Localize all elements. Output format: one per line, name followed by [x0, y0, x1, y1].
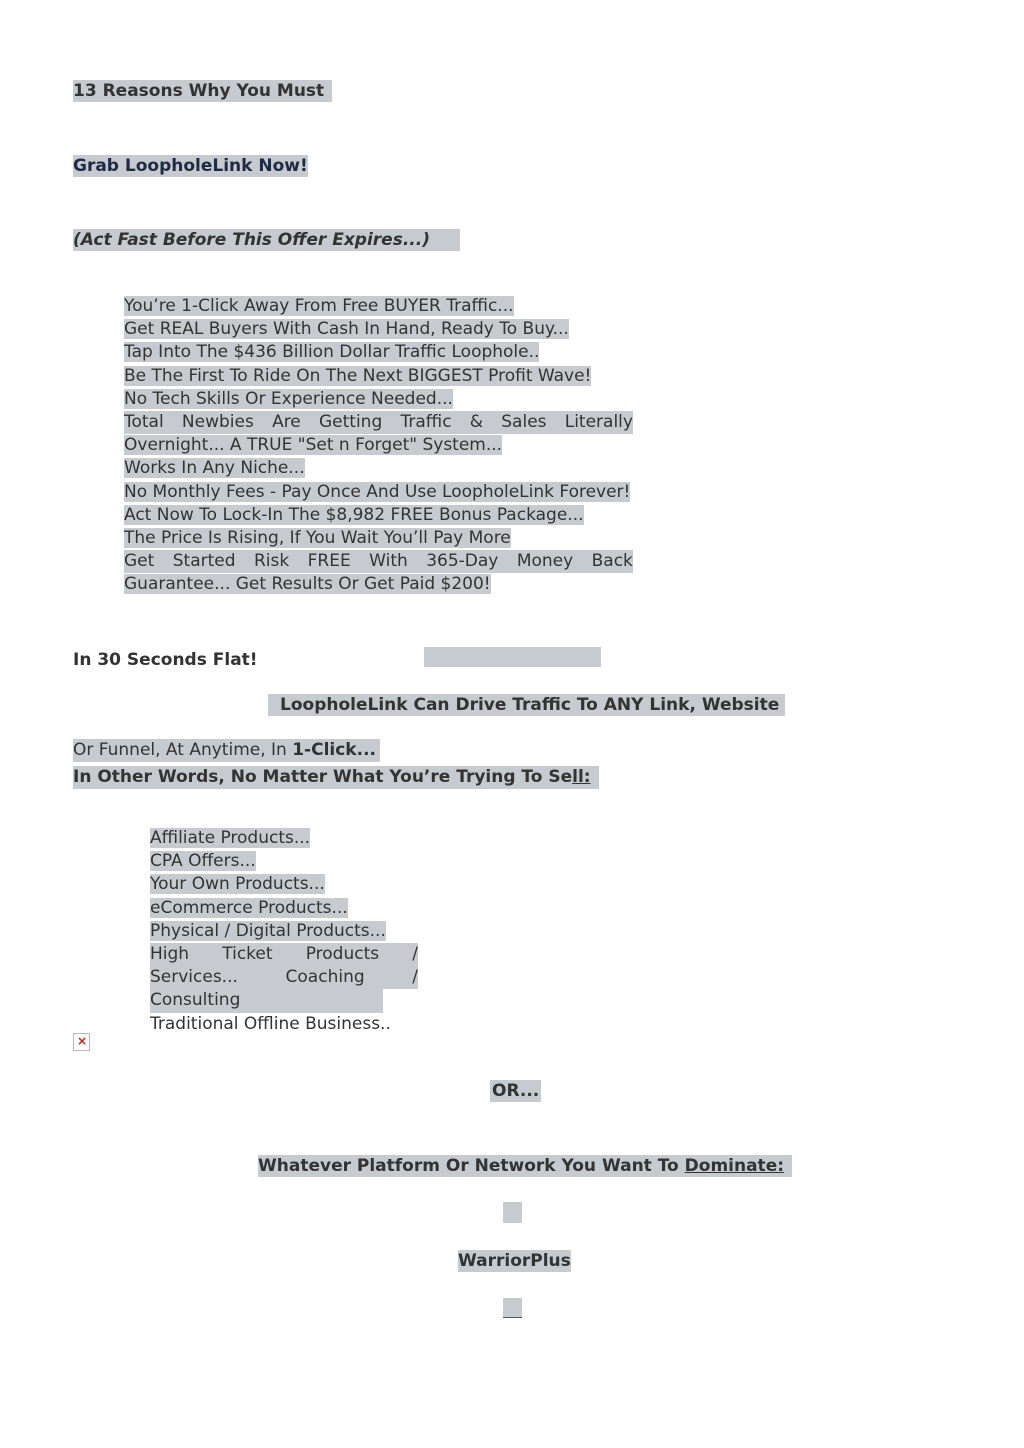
product-8: Consulting — [150, 989, 383, 1012]
reason-8: No Monthly Fees - Pay Once And Use LoopholeLink Forever! — [124, 481, 631, 502]
word: Sales — [501, 411, 547, 432]
word: Coaching — [285, 967, 365, 988]
placeholder-square — [503, 1202, 522, 1223]
word: Get — [124, 551, 155, 572]
reason-6-line-2: Overnight... A TRUE "Set n Forget" System... — [124, 435, 503, 456]
word: Back — [591, 551, 633, 572]
placeholder-square — [503, 1298, 522, 1318]
blank-highlight — [424, 647, 601, 667]
platform-prefix: Whatever Platform Or Network You Want To — [258, 1156, 685, 1176]
reason-1: You’re 1-Click Away From Free BUYER Traffic... — [124, 296, 514, 316]
word: High — [150, 943, 190, 964]
products-list — [150, 827, 418, 1036]
product-4: eCommerce Products... — [150, 897, 348, 918]
word: Total — [124, 411, 164, 432]
product-6 — [150, 943, 418, 966]
product-1: Affiliate Products... — [150, 828, 311, 848]
word: Are — [272, 411, 301, 432]
word: & — [469, 411, 484, 432]
word: Traffic — [400, 411, 452, 432]
heading-act-fast: (Act Fast Before This Offer Expires...) — [73, 229, 460, 251]
word: 365-Day — [426, 551, 499, 572]
word: FREE — [307, 551, 351, 572]
product-2: CPA Offers... — [150, 851, 256, 872]
reason-11-line-2: Guarantee... Get Results Or Get Paid $200! — [124, 574, 491, 595]
word: Ticket — [222, 943, 273, 964]
reason-6-line-1 — [124, 411, 633, 434]
product-3: Your Own Products... — [150, 874, 325, 895]
other-words-line — [73, 766, 599, 789]
product-9: Traditional Offline Business.. — [150, 1013, 391, 1034]
word: / — [412, 943, 418, 964]
funnel-bold: 1-Click... — [292, 740, 376, 760]
other-words-underlined: ll: — [572, 767, 591, 787]
reason-2: Get REAL Buyers With Cash In Hand, Ready To Buy... — [124, 319, 569, 340]
reason-9: Act Now To Lock-In The $8,982 FREE Bonus Package... — [124, 504, 584, 525]
word: Services... — [150, 967, 238, 988]
word: Risk — [253, 551, 290, 572]
word: Products — [305, 943, 380, 964]
drive-traffic-heading: LoopholeLink Can Drive Traffic To ANY Link, Website — [268, 694, 785, 716]
platform-underlined: Dominate: — [684, 1156, 785, 1176]
word: Newbies — [181, 411, 254, 432]
reason-4: Be The First To Ride On The Next BIGGEST Profit Wave! — [124, 365, 592, 386]
warriorplus-label: WarriorPlus — [458, 1251, 571, 1271]
platform-heading — [258, 1155, 792, 1177]
or-heading: OR... — [492, 1081, 540, 1101]
word: Money — [516, 551, 574, 572]
product-5: Physical / Digital Products... — [150, 920, 386, 941]
thirty-seconds-heading: In 30 Seconds Flat! — [73, 650, 258, 670]
product-7 — [150, 966, 418, 989]
word: Getting — [319, 411, 383, 432]
funnel-prefix: Or Funnel, At Anytime, In — [73, 740, 293, 760]
heading-reasons: 13 Reasons Why You Must — [73, 80, 332, 102]
reason-5: No Tech Skills Or Experience Needed... — [124, 388, 453, 409]
broken-image-icon: × — [73, 1033, 90, 1051]
word: / — [412, 967, 418, 988]
other-words-prefix: In Other Words, No Matter What You’re Trying To Se — [73, 767, 573, 787]
word: Literally — [564, 411, 633, 432]
reason-7: Works In Any Niche... — [124, 458, 305, 479]
reason-10: The Price Is Rising, If You Wait You’ll Pay More — [124, 527, 511, 548]
word: With — [369, 551, 408, 572]
reasons-list — [124, 295, 633, 596]
heading-grab: Grab LoopholeLink Now! — [73, 156, 308, 176]
reason-11-line-1 — [124, 550, 633, 573]
reason-3: Tap Into The $436 Billion Dollar Traffic Loophole.. — [124, 342, 540, 363]
funnel-line — [73, 739, 380, 762]
word: Started — [172, 551, 236, 572]
